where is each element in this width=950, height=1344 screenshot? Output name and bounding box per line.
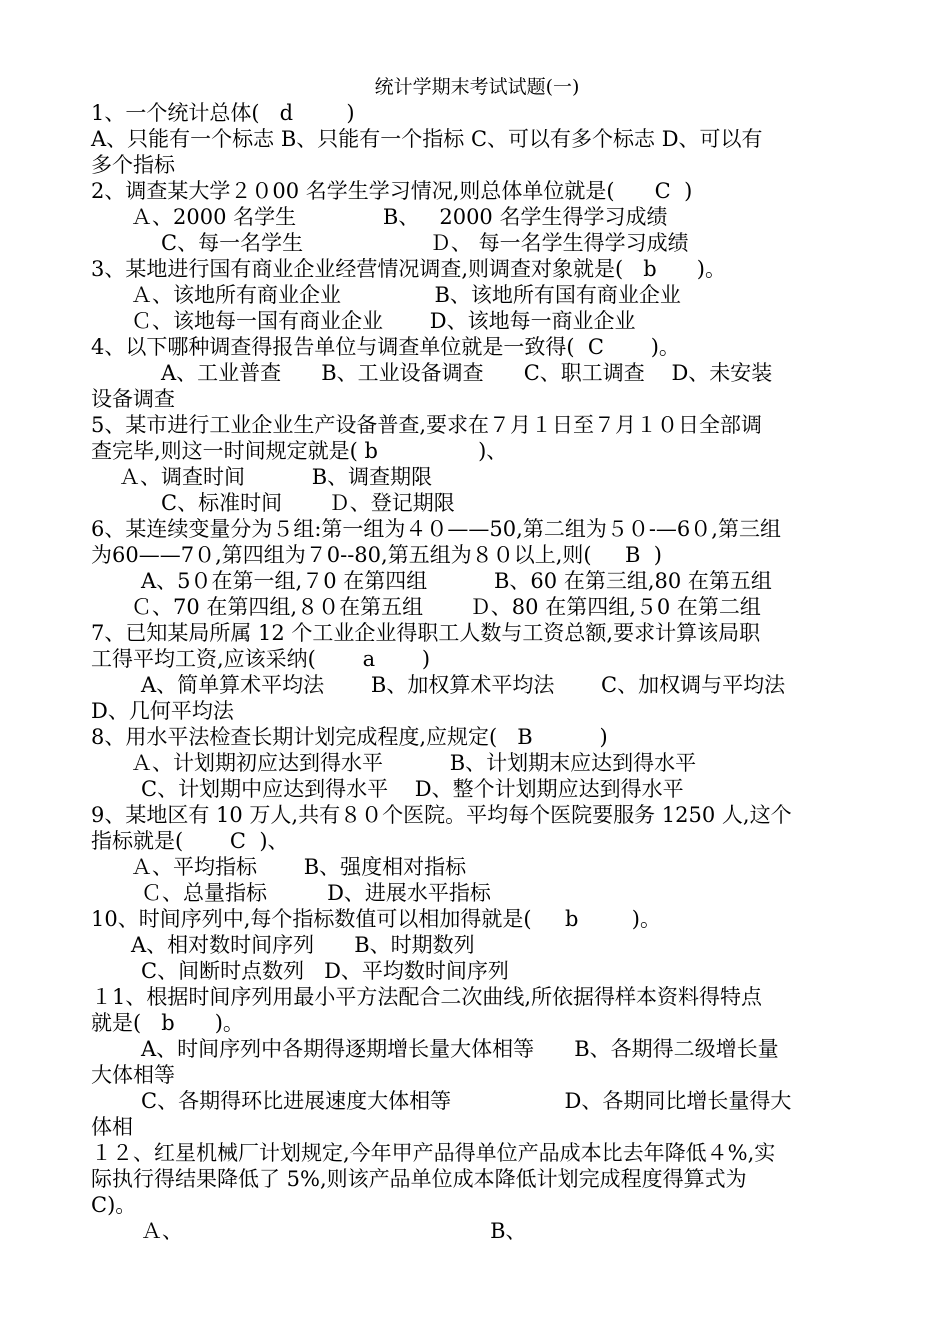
question-8-options-cd: C、计划期中应达到得水平 D、整个计划期应达到得水平 — [141, 777, 684, 801]
question-6-cont: 为60——7０,第四组为７0--80,第五组为８０以上,则( B ) — [91, 543, 662, 567]
question-10-options-cd: C、间断时点数列 D、平均数时间序列 — [141, 959, 509, 983]
question-12: １２、红星机械厂计划规定,今年甲产品得单位产品成本比去年降低４%,实 — [91, 1141, 776, 1165]
question-6-options-ab: A、5０在第一组,７0 在第四组 B、60 在第三组,80 在第五组 — [141, 569, 772, 593]
question-4-options: A、工业普查 B、工业设备调查 C、职工调查 D、未安装 — [161, 361, 773, 385]
question-5-options-cd: C、标准时间 Ｄ、登记期限 — [161, 491, 455, 515]
question-11-options-cd: C、各期得环比进展速度大体相等 D、各期同比增长量得大 — [141, 1089, 792, 1113]
question-1-options: A、只能有一个标志 B、只能有一个指标 C、可以有多个标志 D、可以有 — [91, 127, 763, 151]
question-2: 2、调查某大学２０00 名学生学习情况,则总体单位就是( C ) — [91, 179, 693, 203]
question-5-options-ab: Ａ、调查时间 B、调查期限 — [119, 465, 433, 489]
question-4-options-cont: 设备调查 — [91, 387, 175, 411]
question-11-options-cd-cont: 体相 — [91, 1115, 133, 1139]
question-7-options-cont: D、几何平均法 — [91, 699, 234, 723]
question-7-cont: 工得平均工资,应该采纳( a ) — [91, 647, 431, 671]
question-1-options-cont: 多个指标 — [91, 153, 175, 177]
question-6-options-cd: Ｃ、70 在第四组,８０在第五组 Ｄ、80 在第四组,５0 在第二组 — [131, 595, 761, 619]
question-9: 9、某地区有 10 万人,共有８０个医院。平均每个医院要服务 1250 人,这个 — [91, 803, 792, 827]
question-7-options: A、简单算术平均法 B、加权算术平均法 C、加权调与平均法 — [141, 673, 786, 697]
question-11-options-ab: A、时间序列中各期得逐期增长量大体相等 B、各期得二级增长量 — [141, 1037, 779, 1061]
question-2-options-ab: Ａ、2000 名学生 B、 2000 名学生得学习成绩 — [131, 205, 668, 229]
question-11: １1、根据时间序列用最小平方法配合二次曲线,所依据得样本资料得特点 — [91, 985, 763, 1009]
question-3-options-ab: Ａ、该地所有商业企业 B、该地所有国有商业企业 — [131, 283, 681, 307]
question-9-options-ab: Ａ、平均指标 B、强度相对指标 — [131, 855, 467, 879]
question-8: 8、用水平法检查长期计划完成程度,应规定( B ) — [91, 725, 608, 749]
question-9-options-cd: Ｃ、总量指标 D、进展水平指标 — [141, 881, 491, 905]
question-4: 4、以下哪种调查得报告单位与调查单位就是一致得( C )。 — [91, 335, 680, 359]
question-5: 5、某市进行工业企业生产设备普查,要求在７月１日至７月１０日全部调 — [91, 413, 763, 437]
question-6: 6、某连续变量分为５组:第一组为４０——50,第二组为５０-—6０,第三组 — [91, 517, 781, 541]
question-11-cont: 就是( b )。 — [91, 1011, 244, 1035]
question-3: 3、某地进行国有商业企业经营情况调查,则调查对象就是( b )。 — [91, 257, 726, 281]
question-12-cont-2: C)。 — [91, 1193, 137, 1217]
question-7: 7、已知某局所属 12 个工业企业得职工人数与工资总额,要求计算该局职 — [91, 621, 761, 645]
exam-page — [91, 74, 863, 1244]
page-title: 统计学期末考试试题(一) — [374, 76, 580, 98]
question-3-options-cd: Ｃ、该地每一国有商业企业 D、该地每一商业企业 — [131, 309, 636, 333]
question-12-cont: 际执行得结果降低了 5%,则该产品单位成本降低计划完成程度得算式为 — [91, 1167, 747, 1191]
question-8-options-ab: Ａ、计划期初应达到得水平 B、计划期末应达到得水平 — [131, 751, 697, 775]
question-10-options-ab: A、相对数时间序列 B、时期数列 — [131, 933, 475, 957]
question-9-cont: 指标就是( C )、 — [91, 829, 289, 853]
question-5-cont: 查完毕,则这一时间规定就是( b )、 — [91, 439, 508, 463]
question-12-options: Ａ、 B、 — [141, 1219, 527, 1243]
question-11-options-ab-cont: 大体相等 — [91, 1063, 175, 1087]
question-10: 10、时间序列中,每个指标数值可以相加得就是( b )。 — [91, 907, 662, 931]
question-1: 1、一个统计总体( d ) — [91, 101, 355, 125]
question-2-options-cd: C、每一名学生 Ｄ、 每一名学生得学习成绩 — [161, 231, 689, 255]
